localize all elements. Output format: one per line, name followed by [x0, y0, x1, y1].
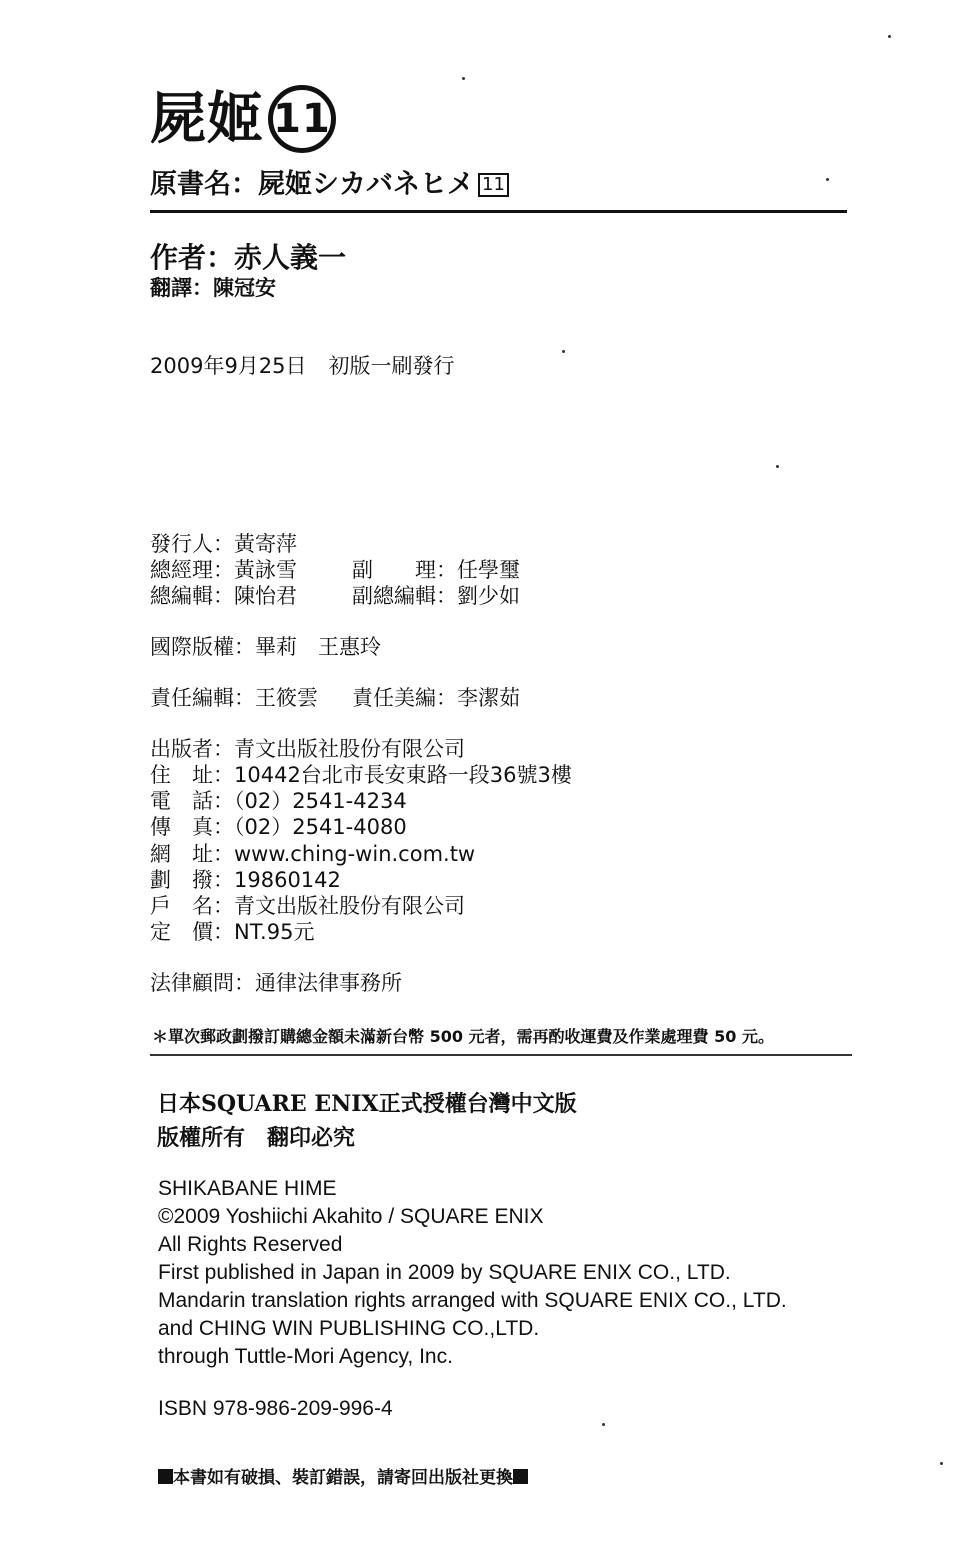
english-line: First published in Japan in 2009 by SQUARE ENIX CO., LTD.	[158, 1261, 731, 1284]
intl-rights: 國際版權：畢莉 王惠玲	[150, 635, 381, 659]
square-mark-icon	[513, 1469, 528, 1484]
isbn: ISBN 978-986-209-996-4	[158, 1397, 393, 1420]
publisher-person: 發行人：黃寄萍	[150, 532, 297, 556]
chief-editor: 總編輯：陳怡君	[150, 584, 297, 608]
damage-notice	[158, 1463, 528, 1488]
english-line: All Rights Reserved	[158, 1233, 343, 1256]
author-line: 作者：赤人義一	[150, 241, 347, 274]
website: 網 址：www.ching-win.com.tw	[150, 842, 476, 866]
art-editor: 責任美編：李潔茹	[352, 686, 520, 710]
fax: 傳 真：（02）2541-4080	[150, 815, 407, 839]
edition-date: 2009年9月25日	[150, 354, 307, 378]
postal-account: 劃 撥：19860142	[150, 868, 341, 892]
price: 定 價：NT.95元	[150, 920, 315, 944]
edition-line	[150, 350, 455, 380]
english-line: Mandarin translation rights arranged with SQUARE ENIX CO., LTD.	[158, 1289, 787, 1312]
scan-speck	[562, 350, 565, 353]
english-line: SHIKABANE HIME	[158, 1177, 337, 1200]
publisher: 出版者：青文出版社股份有限公司	[150, 737, 465, 761]
english-line: through Tuttle-Mori Agency, Inc.	[158, 1345, 453, 1368]
scan-speck	[940, 1462, 943, 1465]
address: 住 址：10442台北市長安東路一段36號3樓	[150, 763, 572, 787]
scan-speck	[776, 465, 779, 468]
volume-number: 11	[268, 85, 336, 153]
phone: 電 話：（02）2541-4234	[150, 789, 407, 813]
original-title	[150, 162, 509, 201]
shipping-note: ＊單次郵政劃撥訂購總金額未滿新台幣 500 元者，需再酌收運費及作業處理費 50 元。	[152, 1027, 774, 1046]
edition-note: 初版一刷發行	[328, 354, 455, 378]
responsible-editor: 責任編輯：王筱雲	[150, 686, 318, 710]
license-line: 日本SQUARE ENIX正式授權台灣中文版	[157, 1091, 577, 1117]
scan-speck	[888, 35, 891, 38]
square-mark-icon	[158, 1469, 173, 1484]
scan-speck	[462, 77, 465, 80]
original-title-text: 原書名：屍姬シカバネヒメ	[150, 169, 474, 200]
english-line: and CHING WIN PUBLISHING CO.,LTD.	[158, 1317, 540, 1340]
book-title	[150, 84, 336, 156]
general-manager: 總經理：黃詠雪	[150, 558, 297, 582]
title-text: 屍姬	[150, 87, 264, 152]
damage-notice-text: 本書如有破損、裝訂錯誤，請寄回出版社更換	[173, 1468, 513, 1488]
account-name: 戶 名：青文出版社股份有限公司	[150, 894, 465, 918]
scan-speck	[602, 1423, 605, 1426]
divider-top	[150, 210, 847, 213]
original-volume: 11	[478, 173, 509, 197]
scan-speck	[826, 178, 829, 181]
deputy-manager: 副 理：任學璽	[352, 558, 520, 582]
legal-counsel: 法律顧問：通律法律事務所	[150, 971, 402, 995]
english-line: ©2009 Yoshiichi Akahito / SQUARE ENIX	[158, 1205, 544, 1228]
deputy-chief-editor: 副總編輯：劉少如	[352, 584, 520, 608]
translator-line: 翻譯：陳冠安	[150, 276, 276, 300]
copyright-notice: 版權所有 翻印必究	[157, 1125, 356, 1151]
divider-middle	[150, 1054, 852, 1056]
